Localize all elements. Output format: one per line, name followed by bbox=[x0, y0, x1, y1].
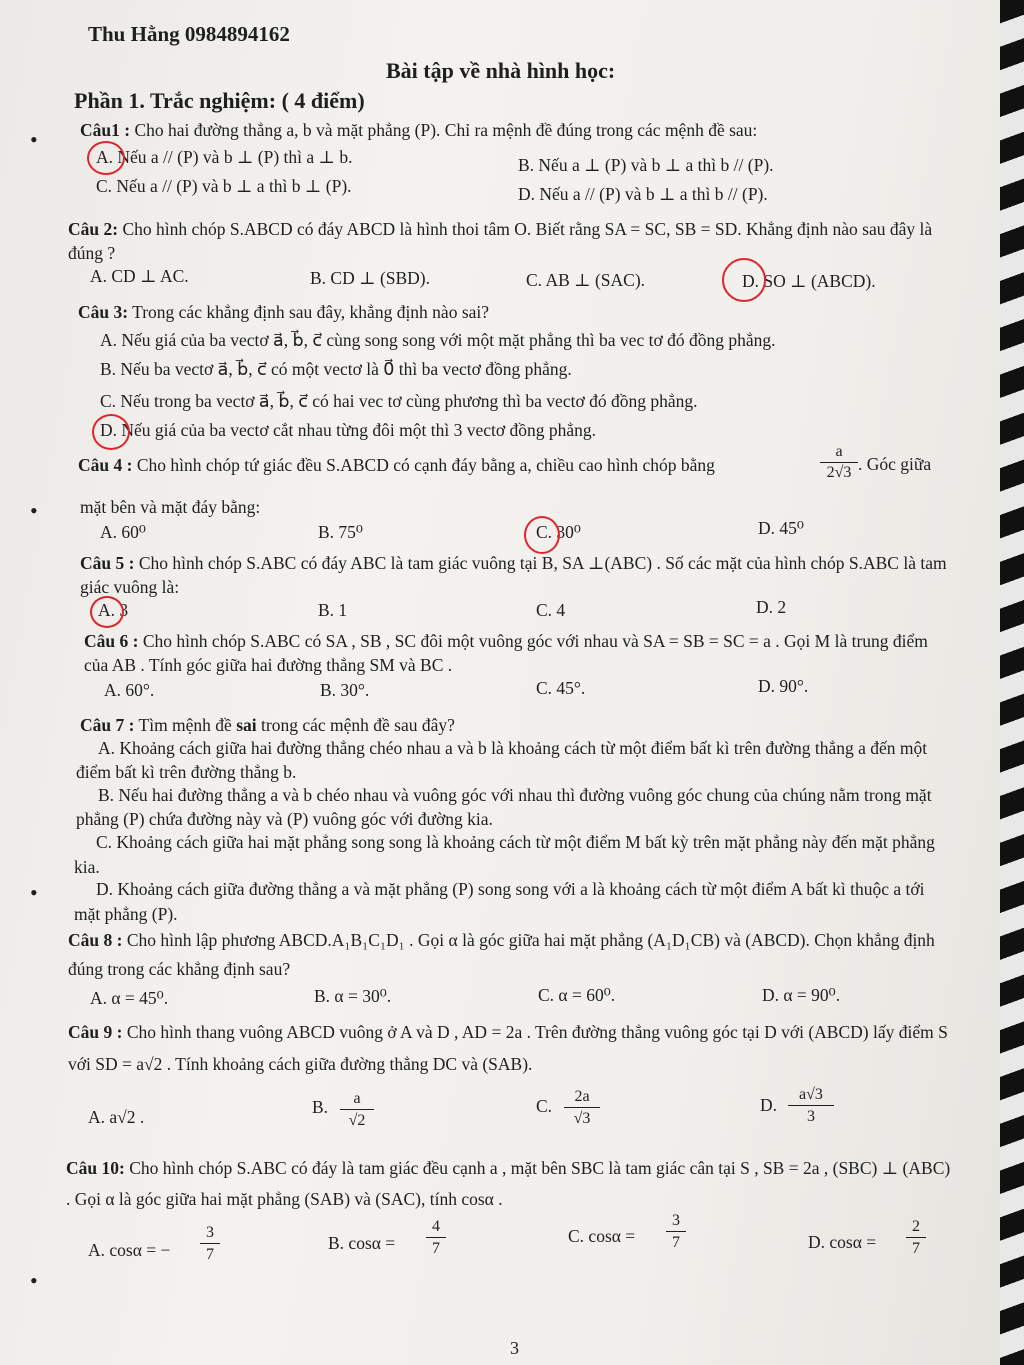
fraction-numerator: 4 bbox=[432, 1218, 440, 1235]
question-label: Câu 9 : bbox=[68, 1022, 123, 1042]
bullet-mark: • bbox=[30, 1268, 38, 1293]
q4-option-d: D. 45⁰ bbox=[758, 518, 804, 538]
q5-option-d: D. 2 bbox=[756, 597, 787, 617]
q10-option-d: D. cosα = bbox=[808, 1232, 877, 1252]
q4-option-a: A. 60⁰ bbox=[100, 522, 146, 542]
question-1 bbox=[80, 118, 757, 142]
q10-option-b-fraction bbox=[426, 1216, 446, 1259]
part-heading: Phần 1. Trắc nghiệm: ( 4 điểm) bbox=[74, 88, 365, 113]
fraction-numerator: 3 bbox=[206, 1224, 214, 1241]
question-4 bbox=[78, 453, 715, 477]
q7-option-a: A. Khoảng cách giữa hai đường thẳng chéo nhau a và b là khoảng cách từ một điểm bất kì trên đường thẳng a đến một điểm bất kì trên đường thẳng b. bbox=[76, 738, 928, 782]
question-text: Cho hình chóp S.ABCD có đáy ABCD là hình thoi tâm O. Biết rằng SA = SC, SB = SD. Khẳng định nào sau đây là đúng ? bbox=[68, 219, 933, 263]
q7-option-b: B. Nếu hai đường thẳng a và b chéo nhau và vuông góc với nhau thì đường vuông góc chung của chúng nằm trong mặt phẳng (P) chứa đường này và (P) vuông góc với đường kia. bbox=[76, 785, 932, 829]
fraction-denominator: 7 bbox=[906, 1237, 926, 1259]
question-10 bbox=[66, 1153, 958, 1215]
q1-option-a: A. Nếu a // (P) và b ⊥ (P) thì a ⊥ b. bbox=[96, 147, 353, 167]
question-8 bbox=[68, 926, 958, 984]
q5-option-b: B. 1 bbox=[318, 600, 348, 620]
height-fraction bbox=[820, 442, 858, 483]
fraction-numerator: a√3 bbox=[799, 1086, 823, 1103]
question-text: Cho hai đường thẳng a, b và mặt phẳng (P). Chỉ ra mệnh đề đúng trong các mệnh đề sau: bbox=[134, 120, 758, 140]
q3-option-d: D. Nếu giá của ba vectơ cắt nhau từng đôi một thì 3 vectơ đồng phẳng. bbox=[100, 420, 596, 440]
q8-option-a: A. α = 45⁰. bbox=[90, 988, 169, 1008]
fraction-numerator: a bbox=[353, 1090, 361, 1107]
q6-option-d: D. 90°. bbox=[758, 676, 809, 696]
q10-option-a-fraction bbox=[200, 1222, 220, 1265]
q9-option-d: D. bbox=[760, 1095, 778, 1115]
q10-option-d-fraction bbox=[906, 1216, 926, 1259]
q7-option-c: C. Khoảng cách giữa hai mặt phẳng song song là khoảng cách từ một điểm M bất kỳ trên mặt phẳng này đến mặt phẳng kia. bbox=[74, 832, 935, 877]
q6-option-b: B. 30°. bbox=[320, 680, 370, 700]
bullet-mark: • bbox=[30, 498, 38, 523]
question-3 bbox=[78, 300, 489, 324]
q3-option-b: B. Nếu ba vectơ a⃗, b⃗, c⃗ có một vectơ là 0⃗ thì ba vectơ đồng phẳng. bbox=[100, 359, 572, 379]
q9-option-b: B. bbox=[312, 1097, 329, 1117]
question-5 bbox=[80, 551, 950, 599]
fraction-numerator: 2a bbox=[574, 1088, 590, 1105]
answer-circle-mark bbox=[524, 516, 560, 554]
q2-option-a: A. CD ⊥ AC. bbox=[90, 266, 189, 286]
q1-option-d: D. Nếu a // (P) và b ⊥ a thì b // (P). bbox=[518, 184, 768, 204]
answer-circle-mark bbox=[722, 258, 766, 302]
question-text: Cho hình chóp tứ giác đều S.ABCD có cạnh đáy bằng a, chiều cao hình chóp bằng bbox=[136, 455, 715, 475]
q8-option-d: D. α = 90⁰. bbox=[762, 985, 841, 1005]
answer-circle-mark bbox=[92, 414, 130, 450]
fraction-numerator: 3 bbox=[672, 1212, 680, 1229]
q9-option-c: C. bbox=[536, 1096, 553, 1116]
background-fabric bbox=[1000, 0, 1024, 1365]
question-label: Câu 3: bbox=[78, 302, 129, 322]
question-label: Câu1 : bbox=[80, 120, 131, 140]
fraction-denominator: √2 bbox=[340, 1109, 374, 1131]
fraction-denominator: 7 bbox=[666, 1231, 686, 1253]
question-label: Câu 2: bbox=[68, 219, 119, 239]
question-text: Cho hình chóp S.ABC có SA , SB , SC đôi một vuông góc với nhau và SA = SB = SC = a . Gọi M là trung điểm của AB . Tính góc giữa hai đường thẳng SM và BC . bbox=[84, 631, 928, 675]
teacher-header: Thu Hằng 0984894162 bbox=[88, 22, 290, 46]
question-label: Câu 10: bbox=[66, 1158, 125, 1178]
q4-option-c: C. 30⁰ bbox=[536, 522, 581, 542]
q8-option-c: C. α = 60⁰. bbox=[538, 985, 616, 1005]
question-text: Cho hình chóp S.ABC có đáy ABC là tam giác vuông tại B, SA ⊥(ABC) . Số các mặt của hình chóp S.ABC là tam giác vuông là: bbox=[80, 553, 947, 597]
question-9 bbox=[68, 1016, 958, 1080]
q5-option-c: C. 4 bbox=[536, 600, 566, 620]
fraction-denominator: 7 bbox=[200, 1243, 220, 1265]
question-2 bbox=[68, 217, 948, 265]
q2-option-d: D. SO ⊥ (ABCD). bbox=[742, 271, 876, 291]
question-label: Câu 7 : bbox=[80, 715, 135, 735]
question-text-continued: . Góc giữa bbox=[858, 454, 932, 474]
answer-circle-mark bbox=[87, 141, 125, 175]
fraction-numerator: 2 bbox=[912, 1218, 920, 1235]
q1-option-c: C. Nếu a // (P) và b ⊥ a thì b ⊥ (P). bbox=[96, 176, 352, 196]
answer-circle-mark bbox=[90, 596, 124, 628]
fraction-denominator: 7 bbox=[426, 1237, 446, 1259]
question-text: Cho hình chóp S.ABC có đáy là tam giác đều cạnh a , mặt bên SBC là tam giác cân tại S , SB = 2a , (SBC) ⊥ (ABC) . Gọi α là góc giữa hai mặt phẳng (SAB) và (SAC), tính cosα . bbox=[66, 1158, 951, 1209]
question-text-continued: mặt bên và mặt đáy bằng: bbox=[80, 497, 261, 517]
q9-option-a: A. a√2 . bbox=[88, 1107, 145, 1127]
q9-option-b-fraction bbox=[340, 1088, 374, 1131]
q9-option-d-fraction bbox=[788, 1084, 834, 1127]
q1-option-b: B. Nếu a ⊥ (P) và b ⊥ a thì b // (P). bbox=[518, 155, 774, 175]
question-text: trong các mệnh đề sau đây? bbox=[261, 715, 455, 735]
q9-option-c-fraction bbox=[564, 1086, 600, 1129]
question-label: Câu 6 : bbox=[84, 631, 139, 651]
q2-option-c: C. AB ⊥ (SAC). bbox=[526, 270, 646, 290]
question-text: Trong các khẳng định sau đây, khẳng định nào sai? bbox=[132, 302, 490, 322]
question-label: Câu 4 : bbox=[78, 455, 133, 475]
q10-option-c: C. cosα = bbox=[568, 1226, 636, 1246]
q4-option-b: B. 75⁰ bbox=[318, 522, 363, 542]
question-text: Tìm mệnh đề bbox=[138, 715, 232, 735]
question-label: Câu 5 : bbox=[80, 553, 135, 573]
question-label: Câu 8 : bbox=[68, 930, 123, 950]
q3-option-c: C. Nếu trong ba vectơ a⃗, b⃗, c⃗ có hai vec tơ cùng phương thì ba vectơ đó đồng phẳng. bbox=[100, 391, 698, 411]
q6-option-c: C. 45°. bbox=[536, 678, 586, 698]
q3-option-a: A. Nếu giá của ba vectơ a⃗, b⃗, c⃗ cùng song song với một mặt phẳng thì ba vec tơ đó đồng phẳng. bbox=[100, 330, 776, 350]
bullet-mark: • bbox=[30, 880, 38, 905]
question-text: Cho hình lập phương ABCD.A₁B₁C₁D₁ . Gọi α là góc giữa hai mặt phẳng (A₁D₁CB) và (ABCD). Chọn khẳng định đúng trong các khẳng định sau? bbox=[68, 930, 935, 979]
question-7 bbox=[80, 713, 455, 737]
fraction-denominator: 3 bbox=[788, 1105, 834, 1127]
q10-option-c-fraction bbox=[666, 1210, 686, 1253]
fraction-denominator: 2√3 bbox=[820, 462, 858, 483]
bullet-mark: • bbox=[30, 127, 38, 152]
q2-option-b: B. CD ⊥ (SBD). bbox=[310, 268, 431, 288]
page-title: Bài tập về nhà hình học: bbox=[386, 58, 616, 83]
question-6 bbox=[84, 629, 950, 677]
fraction-numerator: a bbox=[835, 443, 843, 460]
page-number: 3 bbox=[510, 1338, 519, 1358]
question-text: Cho hình thang vuông ABCD vuông ở A và D , AD = 2a . Trên đường thẳng vuông góc tại D với (ABCD) lấy điểm S với SD = a√2 . Tính khoảng cách giữa đường thẳng DC và (SAB). bbox=[68, 1022, 948, 1074]
q8-option-b: B. α = 30⁰. bbox=[314, 986, 392, 1006]
q10-option-a: A. cosα = − bbox=[88, 1240, 171, 1260]
q5-option-a: A. 3 bbox=[98, 600, 129, 620]
question-text-emphasis: sai bbox=[236, 715, 257, 735]
q10-option-b: B. cosα = bbox=[328, 1233, 396, 1253]
q6-option-a: A. 60°. bbox=[104, 680, 155, 700]
q7-option-d: D. Khoảng cách giữa đường thẳng a và mặt phẳng (P) song song với a là khoảng cách từ một điểm A bất kì thuộc a tới mặt phẳng (P). bbox=[74, 879, 925, 924]
fraction-denominator: √3 bbox=[564, 1107, 600, 1129]
